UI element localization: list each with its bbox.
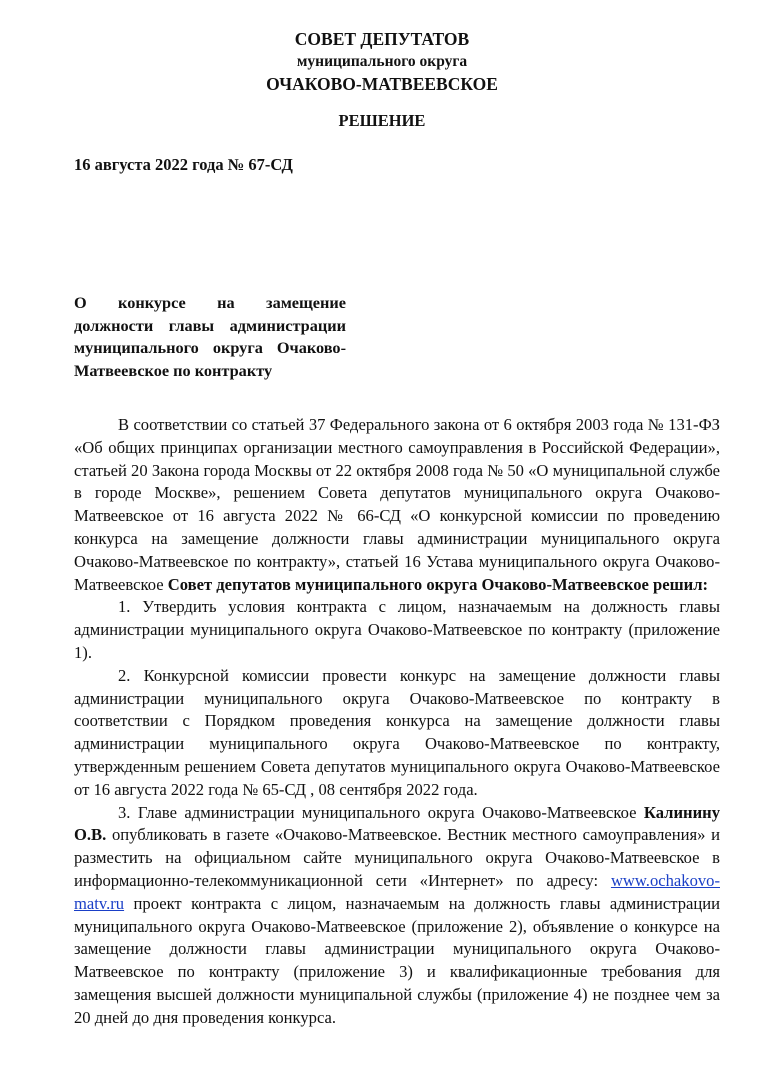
document-type: РЕШЕНИЕ <box>338 111 426 130</box>
item-3 <box>74 802 720 1030</box>
decision-subject: О конкурсе на замещение должности главы администрации муниципального округа Очаково-Матвеевское по контракту <box>74 293 346 380</box>
date-number: 16 августа 2022 года № 67-СД <box>74 155 293 174</box>
document-body <box>74 414 720 1030</box>
preamble-text: В соответствии со статьей 37 Федерального закона от 6 октября 2003 года № 131-ФЗ «Об общих принципах организации местного самоуправления в Российской Федерации», статьей 20 Закона города Москвы от 22 октября 2008 года № 50 «О муниципальной службе в городе Москве», решением Совета депутатов муниципального округа Очаково-Матвеевское от 16 августа 2022 № 66-СД «О конкурсной комиссии по проведению конкурса на замещение должности главы администрации муниципального округа Очаково-Матвеевское по контракту», статьей 16 Устава муниципального округа Очаково-Матвеевское <box>74 415 720 594</box>
item-1: 1. Утвердить условия контракта с лицом, назначаемым на должность главы администрации муниципального округа Очаково-Матвеевское по контракту (приложение 1). <box>74 597 720 662</box>
document-header <box>0 28 764 96</box>
preamble-paragraph <box>74 414 720 596</box>
council-title: СОВЕТ ДЕПУТАТОВ <box>294 29 470 49</box>
decided-clause: Совет депутатов муниципального округа Очаково-Матвеевское решил: <box>167 574 709 594</box>
item-3-prefix: 3. Главе администрации муниципального округа Очаково-Матвеевское <box>118 802 637 822</box>
website-link[interactable]: www.ochakovo-matv.ru <box>74 870 720 913</box>
item-3-mid: опубликовать в газете «Очаково-Матвеевское. Вестник местного самоуправления» и разместить на официальном сайте муниципального округа Очаково-Матвеевское в информационно-телекоммуникационной сети «Интернет» по адресу: <box>74 825 720 890</box>
item-2: 2. Конкурсной комиссии провести конкурс на замещение должности главы администрации муниципального округа Очаково-Матвеевское по контракту в соответствии с Порядком проведения конкурса на замещение должности главы администрации муниципального округа Очаково-Матвеевское по контракту, утвержденным решением Совета депутатов муниципального округа Очаково-Матвеевское от 16 августа 2022 года № 65-СД , 08 сентября 2022 года. <box>74 665 720 799</box>
district-type: муниципального округа <box>296 53 468 70</box>
item-3-name: Калинину О.В. <box>74 802 720 845</box>
district-name: ОЧАКОВО-МАТВЕЕВСКОЕ <box>266 74 498 94</box>
item-3-suffix: проект контракта с лицом, назначаемым на должность главы администрации муниципального округа Очаково-Матвеевское (приложение 2), объявление о конкурсе на замещение должности главы администрации муниципального округа Очаково-Матвеевское по контракту (приложение 3) и квалификационные требования для замещения высшей должности муниципальной службы (приложение 4) не позднее чем за 20 дней до дня проведения конкурса. <box>74 893 720 1027</box>
